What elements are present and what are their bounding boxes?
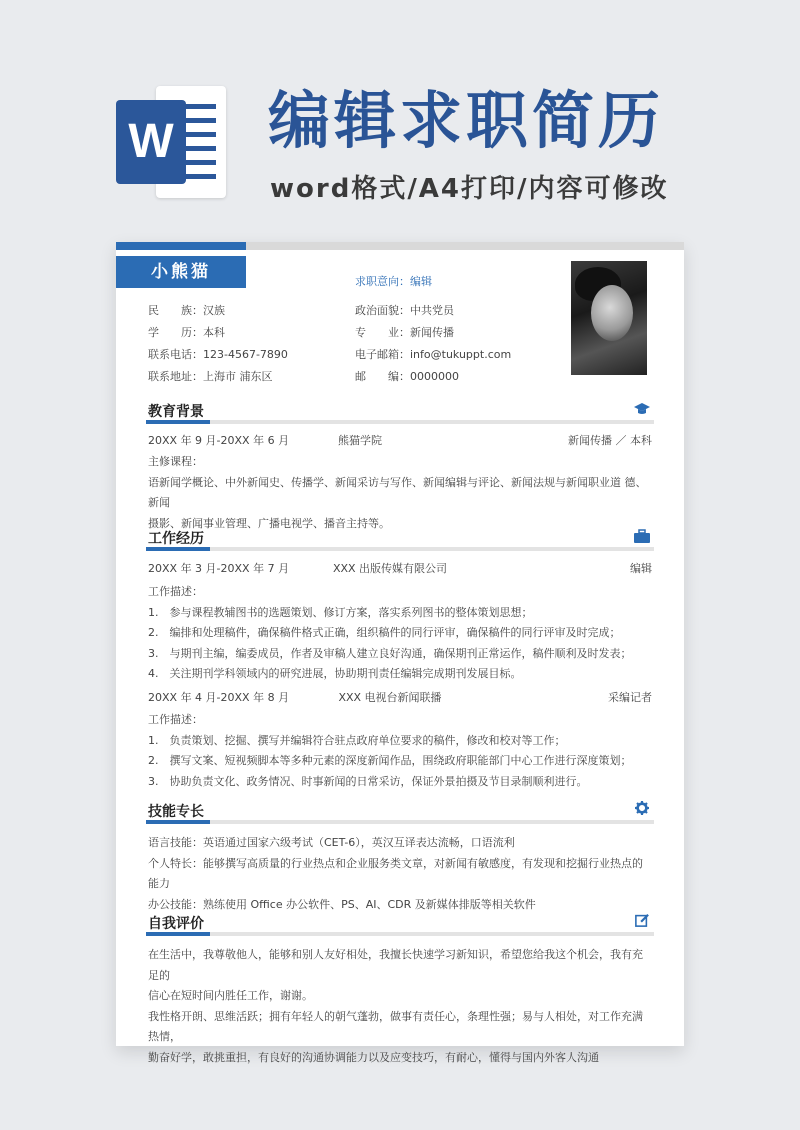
briefcase-icon [634, 529, 650, 543]
job-1-company: XXX 出版传媒有限公司 [332, 562, 448, 575]
job-1-desc: 工作描述： 1. 参与课程教辅图书的选题策划、修订方案，落实系列图书的整体策划思想； 2. 编排和处理稿件，确保稿件格式正确，组织稿件的同行评审，确保稿件的同行评审及时完成； 3. 与期刊主编，编委成员，作者及审稿人建立良好沟通，确保期刊正常运作，稿件顺利及时发表； 4. 关注期刊学科领域内的研究进展，协助期刊责任编辑完成期刊发展目标。 [148, 585, 632, 680]
job-1-period: 20XX 年 3 月-20XX 年 7 月 [148, 562, 290, 575]
banner-subtitle: word格式/A4打印/内容可修改 [270, 174, 669, 204]
info-postcode: 邮 编：0000000 [355, 370, 459, 383]
info-phone: 联系电话：123-4567-7890 [148, 348, 288, 361]
job-2-period: 20XX 年 4 月-20XX 年 8 月 [148, 691, 290, 704]
job-intent-label: 求职意向： [355, 275, 410, 288]
education-title: 教育背景 [148, 404, 204, 420]
education-courses: 主修课程： 语新闻学概论、中外新闻史、传播学、新闻采访与写作、新闻编辑与评论、新闻法规与新闻职业道 德、新闻 摄影、新闻事业管理、广播电视学、播音主持等。 [148, 455, 647, 530]
skills-title: 技能专长 [148, 804, 204, 820]
candidate-name: 小熊猫 [116, 256, 246, 288]
education-major: 新闻传播 ／ 本科 [568, 434, 652, 447]
job-2-desc: 工作描述： 1. 负责策划、挖掘、撰写并编辑符合驻点政府单位要求的稿件，修改和校对等工作； 2. 撰写文案、短视频脚本等多种元素的深度新闻作品，围绕政府职能部门中心工作进行深度策划； 3. 协助负责文化、政务情况、时事新闻的日常采访，保证外景拍摄及节目录制顺利进行。 [148, 713, 632, 788]
job-1-role: 编辑 [630, 562, 652, 575]
job-2-row [148, 691, 652, 705]
self-eval-text: 在生活中，我尊敬他人，能够和别人友好相处，我擅长快速学习新知识，希望您给我这个机会，我有充足的 信心在短时间内胜任工作，谢谢。 我性格开朗、思维活跃；拥有年轻人的朝气蓬勃，做事有责任心，条理性强；易与人相处，对工作充满热情， 勤奋好学，敢挑重担，有良好的沟通协调能力以及应变技巧，有耐心，懂得与国内外客人沟通 [148, 948, 643, 1064]
education-school: 熊猫学院 [338, 434, 382, 447]
gear-icon [634, 801, 650, 815]
job-intent-value: 编辑 [410, 275, 432, 288]
graduation-cap-icon [634, 402, 650, 416]
job-1-row [148, 562, 652, 576]
job-2-role: 采编记者 [608, 691, 652, 704]
job-2-company: XXX 电视台新闻联播 [338, 691, 442, 704]
info-ethnicity: 民 族：汉族 [148, 304, 225, 317]
info-major: 专 业：新闻传播 [355, 326, 454, 339]
edit-icon [634, 913, 650, 927]
info-political: 政治面貌：中共党员 [355, 304, 454, 317]
skills-list: 语言技能：英语通过国家六级考试（CET-6），英汉互译表达流畅，口语流利 个人特长：能够撰写高质量的行业热点和企业服务类文章，对新闻有敏感度，有发现和挖掘行业热点的能力 办公技能：熟练使用 Office 办公软件、PS、AI、CDR 及新媒体排版等相关软件 [148, 836, 643, 911]
skills-accent [146, 820, 210, 824]
job-intent [355, 275, 432, 289]
self-eval-title: 自我评价 [148, 916, 204, 932]
work-accent [146, 547, 210, 551]
profile-photo [571, 261, 647, 375]
banner [0, 0, 800, 235]
education-row [148, 434, 652, 448]
education-period: 20XX 年 9 月-20XX 年 6 月 [148, 434, 290, 447]
resume-page [116, 242, 684, 1064]
banner-title: 编辑求职简历 [268, 84, 665, 157]
info-address: 联系地址：上海市 浦东区 [148, 370, 273, 383]
word-letter: W [116, 100, 186, 184]
top-bar-accent [116, 242, 246, 250]
info-email: 电子邮箱：info@tukuppt.com [355, 348, 512, 361]
info-education: 学 历：本科 [148, 326, 225, 339]
word-icon [116, 86, 226, 198]
self-eval-accent [146, 932, 210, 936]
work-title: 工作经历 [148, 531, 204, 547]
education-accent [146, 420, 210, 424]
